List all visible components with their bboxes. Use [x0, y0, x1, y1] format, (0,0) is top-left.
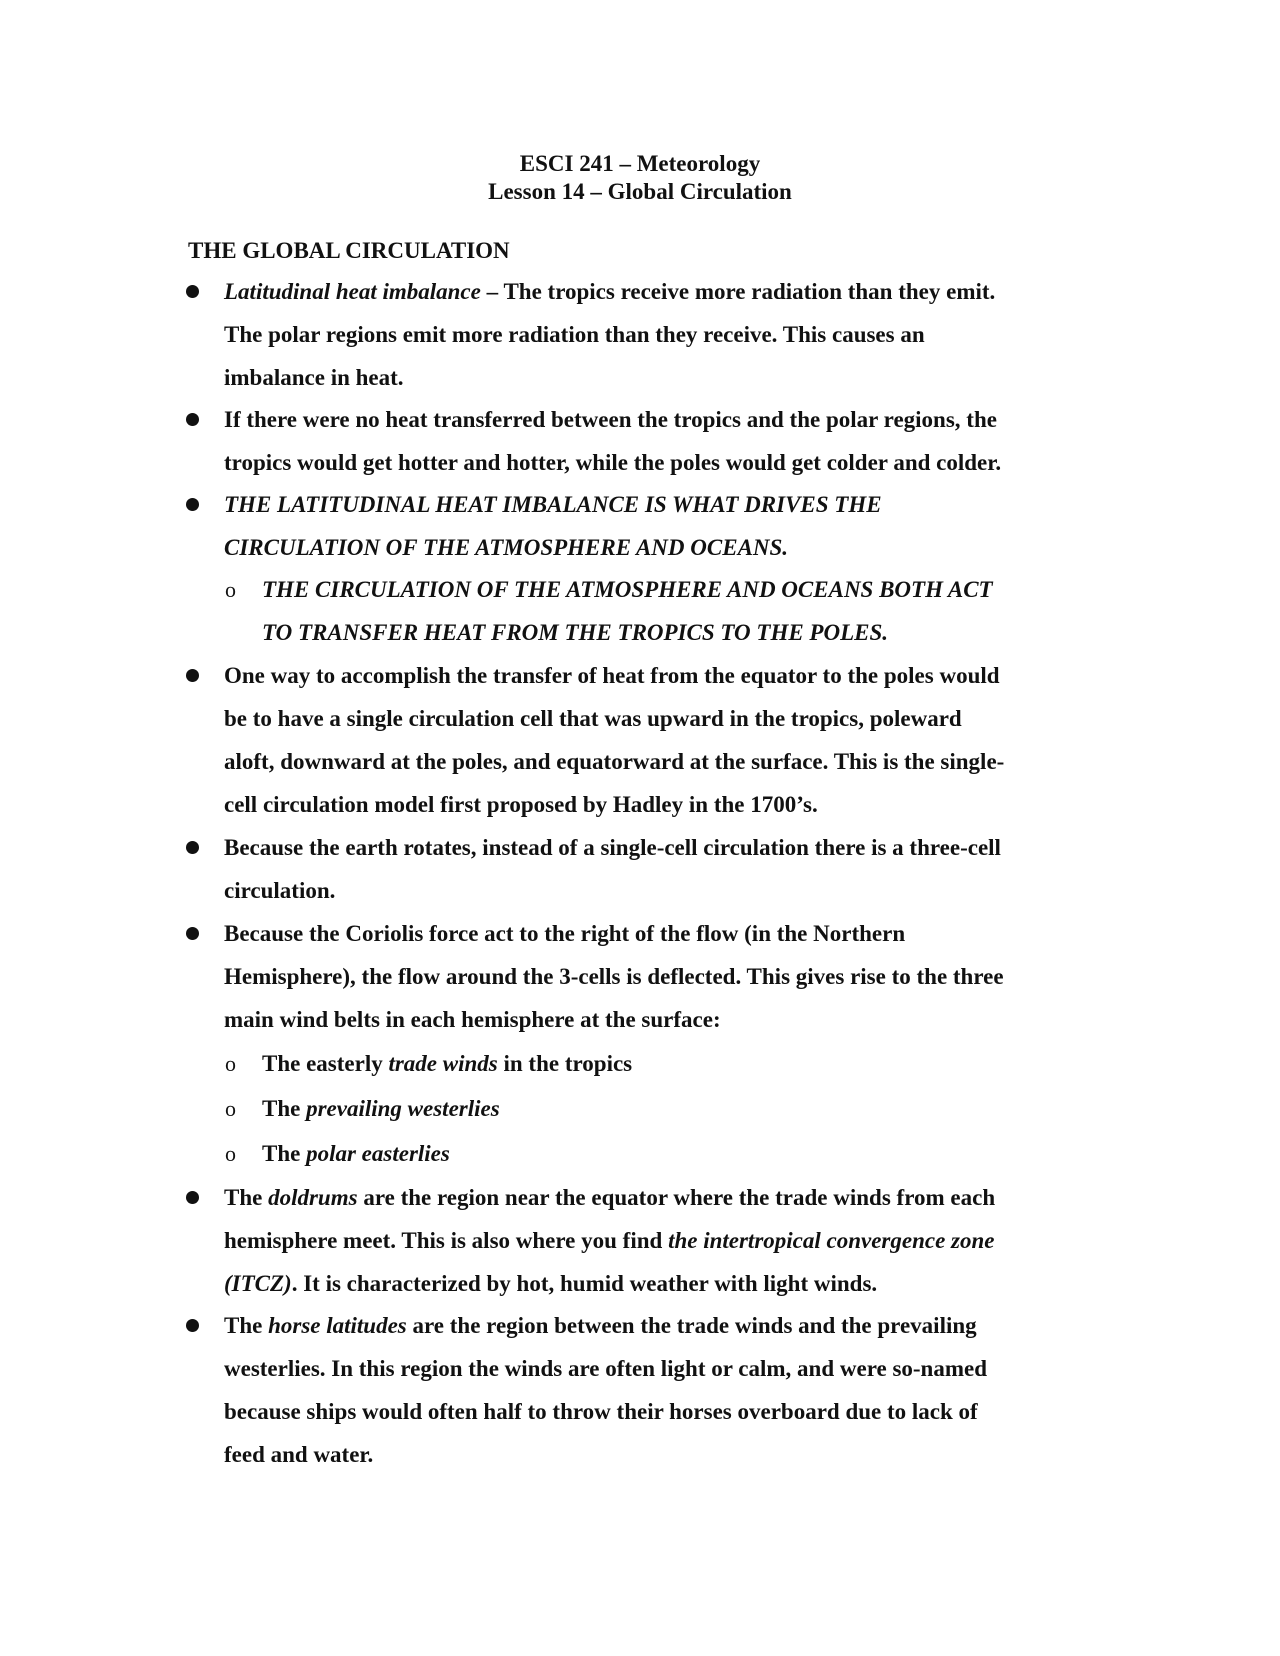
text-line: tropics would get hotter and hotter, while the poles would get colder and colder.	[224, 450, 1002, 475]
text-run: . It is characterized by hot, humid weather with light winds.	[291, 1271, 878, 1296]
text-line: THE CIRCULATION OF THE ATMOSPHERE AND OCEANS BOTH ACT	[262, 577, 993, 602]
text-line: The polar regions emit more radiation than they receive. This causes an	[224, 322, 925, 347]
text-line: TO TRANSFER HEAT FROM THE TROPICS TO THE POLES.	[262, 620, 889, 645]
text-line	[262, 1042, 1092, 1085]
term-italic: (ITCZ)	[224, 1271, 292, 1296]
text-run: are the region between the trade winds and the prevailing	[406, 1313, 977, 1338]
bullet-dot-icon	[186, 1319, 199, 1332]
term-italic: doldrums	[268, 1185, 358, 1210]
term-italic: horse latitudes	[268, 1313, 407, 1338]
text-run: – The tropics receive more radiation than they emit.	[480, 279, 996, 304]
sub-bullet-marker-icon: o	[225, 1051, 236, 1076]
term-italic: polar easterlies	[306, 1141, 450, 1166]
bullet-item	[224, 270, 1084, 399]
bullet-item	[224, 1304, 1084, 1476]
text-line: Because the Coriolis force act to the right of the flow (in the Northern	[224, 921, 906, 946]
bullet-item	[224, 1176, 1084, 1305]
text-line	[224, 1219, 1084, 1262]
sub-bullet-item	[225, 1132, 1092, 1175]
text-line	[224, 1176, 1084, 1219]
text-line: Hemisphere), the flow around the 3-cells is deflected. This gives rise to the three	[224, 964, 1004, 989]
sub-bullet-marker-icon: o	[225, 1096, 236, 1121]
document-header	[0, 150, 1280, 206]
text-line: Because the earth rotates, instead of a single-cell circulation there is a three-cell	[224, 835, 1001, 860]
section-title: THE GLOBAL CIRCULATION	[188, 238, 510, 263]
sub-bullet-marker-icon: o	[225, 1141, 236, 1166]
text-run: The	[224, 1313, 269, 1338]
bullet-dot-icon	[186, 841, 199, 854]
text-line: because ships would often half to throw their horses overboard due to lack of	[224, 1399, 978, 1424]
text-run: are the region near the equator where the trade winds from each	[357, 1185, 996, 1210]
text-line	[262, 1087, 1092, 1130]
lesson-title: Lesson 14 – Global Circulation	[488, 179, 792, 204]
text-run: The easterly	[262, 1051, 389, 1076]
bullet-dot-icon	[186, 413, 199, 426]
text-line: imbalance in heat.	[224, 365, 404, 390]
term-italic: the intertropical convergence zone	[668, 1228, 995, 1253]
sub-bullet-marker-icon: o	[225, 577, 236, 602]
term-italic: trade winds	[388, 1051, 498, 1076]
text-line	[262, 1132, 1092, 1175]
bullet-item	[224, 826, 1084, 912]
text-run: hemisphere meet. This is also where you find	[224, 1228, 669, 1253]
bullet-dot-icon	[186, 927, 199, 940]
text-line	[224, 270, 1084, 313]
text-run: in the tropics	[497, 1051, 633, 1076]
text-line: feed and water.	[224, 1442, 374, 1467]
bullet-dot-icon	[186, 285, 199, 298]
text-line: THE LATITUDINAL HEAT IMBALANCE IS WHAT DRIVES THE	[224, 492, 882, 517]
term-italic: prevailing westerlies	[306, 1096, 500, 1121]
bullet-item	[224, 483, 1084, 569]
text-run: The	[262, 1141, 307, 1166]
text-line	[224, 1304, 1084, 1347]
sub-bullet-item	[225, 568, 1092, 654]
text-line: cell circulation model first proposed by Hadley in the 1700’s.	[224, 792, 818, 817]
bullet-item	[224, 912, 1084, 1041]
bullet-dot-icon	[186, 669, 199, 682]
text-line: main wind belts in each hemisphere at the surface:	[224, 1007, 721, 1032]
text-line: circulation.	[224, 878, 336, 903]
bullet-item	[224, 654, 1084, 826]
text-run: The	[224, 1185, 269, 1210]
text-line: aloft, downward at the poles, and equatorward at the surface. This is the single-	[224, 749, 1005, 774]
bullet-item	[224, 398, 1084, 484]
sub-bullet-item	[225, 1042, 1092, 1085]
bullet-dot-icon	[186, 498, 199, 511]
term-italic: Latitudinal heat imbalance	[224, 279, 481, 304]
sub-bullet-item	[225, 1087, 1092, 1130]
text-run: The	[262, 1096, 307, 1121]
course-title: ESCI 241 – Meteorology	[519, 151, 761, 176]
text-line: One way to accomplish the transfer of heat from the equator to the poles would	[224, 663, 1000, 688]
bullet-dot-icon	[186, 1191, 199, 1204]
text-line: CIRCULATION OF THE ATMOSPHERE AND OCEANS.	[224, 535, 789, 560]
text-line: If there were no heat transferred between the tropics and the polar regions, the	[224, 407, 997, 432]
text-line: westerlies. In this region the winds are often light or calm, and were so-named	[224, 1356, 988, 1381]
text-line: be to have a single circulation cell that was upward in the tropics, poleward	[224, 706, 962, 731]
text-line	[224, 1262, 1084, 1305]
